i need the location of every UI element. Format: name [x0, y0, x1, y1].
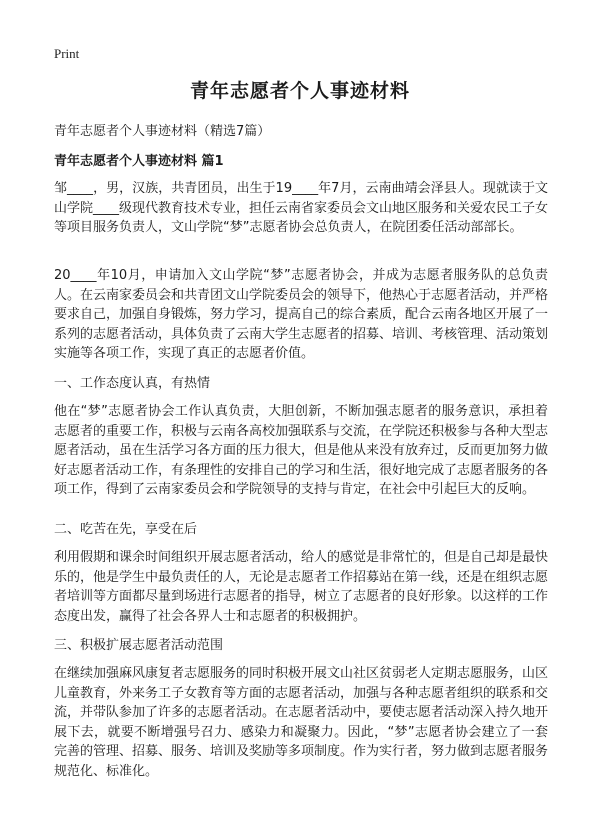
paragraph-work-attitude: 他在“梦”志愿者协会工作认真负责，大胆创新，不断加强志愿者的服务意识，承担着志愿者的重要工作，积极与云南各高校加强联系与交流，在学院还积极参与各种大型志愿者活动，虽在生活学习各方面的压力很大，但是他从来没有放弃过，反而更加努力做好志愿者活动工作，有条理性的安排自己的学习和生活，很好地完成了志愿者服务的各项工作，得到了云南家委员会和学院领导的支持与肯定，在社会中引起巨大的反响。 [54, 404, 549, 497]
paragraph-intro: 邹____，男，汉族，共青团员，出生于19____年7月，云南曲靖会泽县人。现就读于文山学院____级现代教育技术专业，担任云南省家委员会文山地区服务和关爱农民工子女等项目服务负责人，文山学院“梦”志愿者协会总负责人，在院团委任活动部部长。 [54, 181, 549, 235]
paragraph-expand-activities: 在继续加强麻风康复者志愿服务的同时积极开展文山社区贫弱老人定期志愿服务，山区儿童教育，外来务工子女教育等方面的志愿者活动，加强与各种志愿者组织的联系和交流，并带队参加了许多的志愿者活动。在志愿者活动中，要使志愿者活动深入持久地开展下去，就要不断增强号召力、感染力和凝聚力。因此，“梦”志愿者协会建立了一套完善的管理、招募、服务、培训及奖励等多项制度。作为实行者，努力做到志愿者服务规范化、标准化。 [54, 666, 549, 779]
article-heading: 青年志愿者个人事迹材料 篇1 [54, 154, 224, 169]
paragraph-hardship-first: 利用假期和课余时间组织开展志愿者活动，给人的感觉是非常忙的，但是自己却是最快乐的，他是学生中最负责任的人，无论是志愿者工作招募站在第一线，还是在组织志愿者培训等方面都尽量到场进行志愿者的指导，树立了志愿者的良好形象。以这样的工作态度出发，赢得了社会各界人士和志愿者的积极拥护。 [54, 550, 549, 624]
print-link[interactable]: Print [54, 46, 80, 61]
heading-hardship-first: 二、吃苦在先，享受在后 [54, 522, 198, 537]
document-subtitle: 青年志愿者个人事迹材料（精选7篇） [54, 124, 271, 139]
heading-expand-activities: 三、积极扩展志愿者活动范围 [54, 638, 224, 653]
paragraph-joining: 20____年10月，申请加入文山学院“梦”志愿者协会，并成为志愿者服务队的总负责人。在云南家委员会和共青团文山学院委员会的领导下，他热心于志愿者活动，并严格要求自己，加强自身锻炼，努力学习，提高自己的综合素质，配合云南各地区开展了一系列的志愿者活动，具体负责了云南大学生志愿者的招募、培训、考核管理、活动策划实施等各项工作，实现了真正的志愿者价值。 [54, 268, 549, 361]
heading-work-attitude: 一、工作态度认真，有热情 [54, 376, 211, 391]
page-title: 青年志愿者个人事迹材料 [189, 80, 410, 102]
